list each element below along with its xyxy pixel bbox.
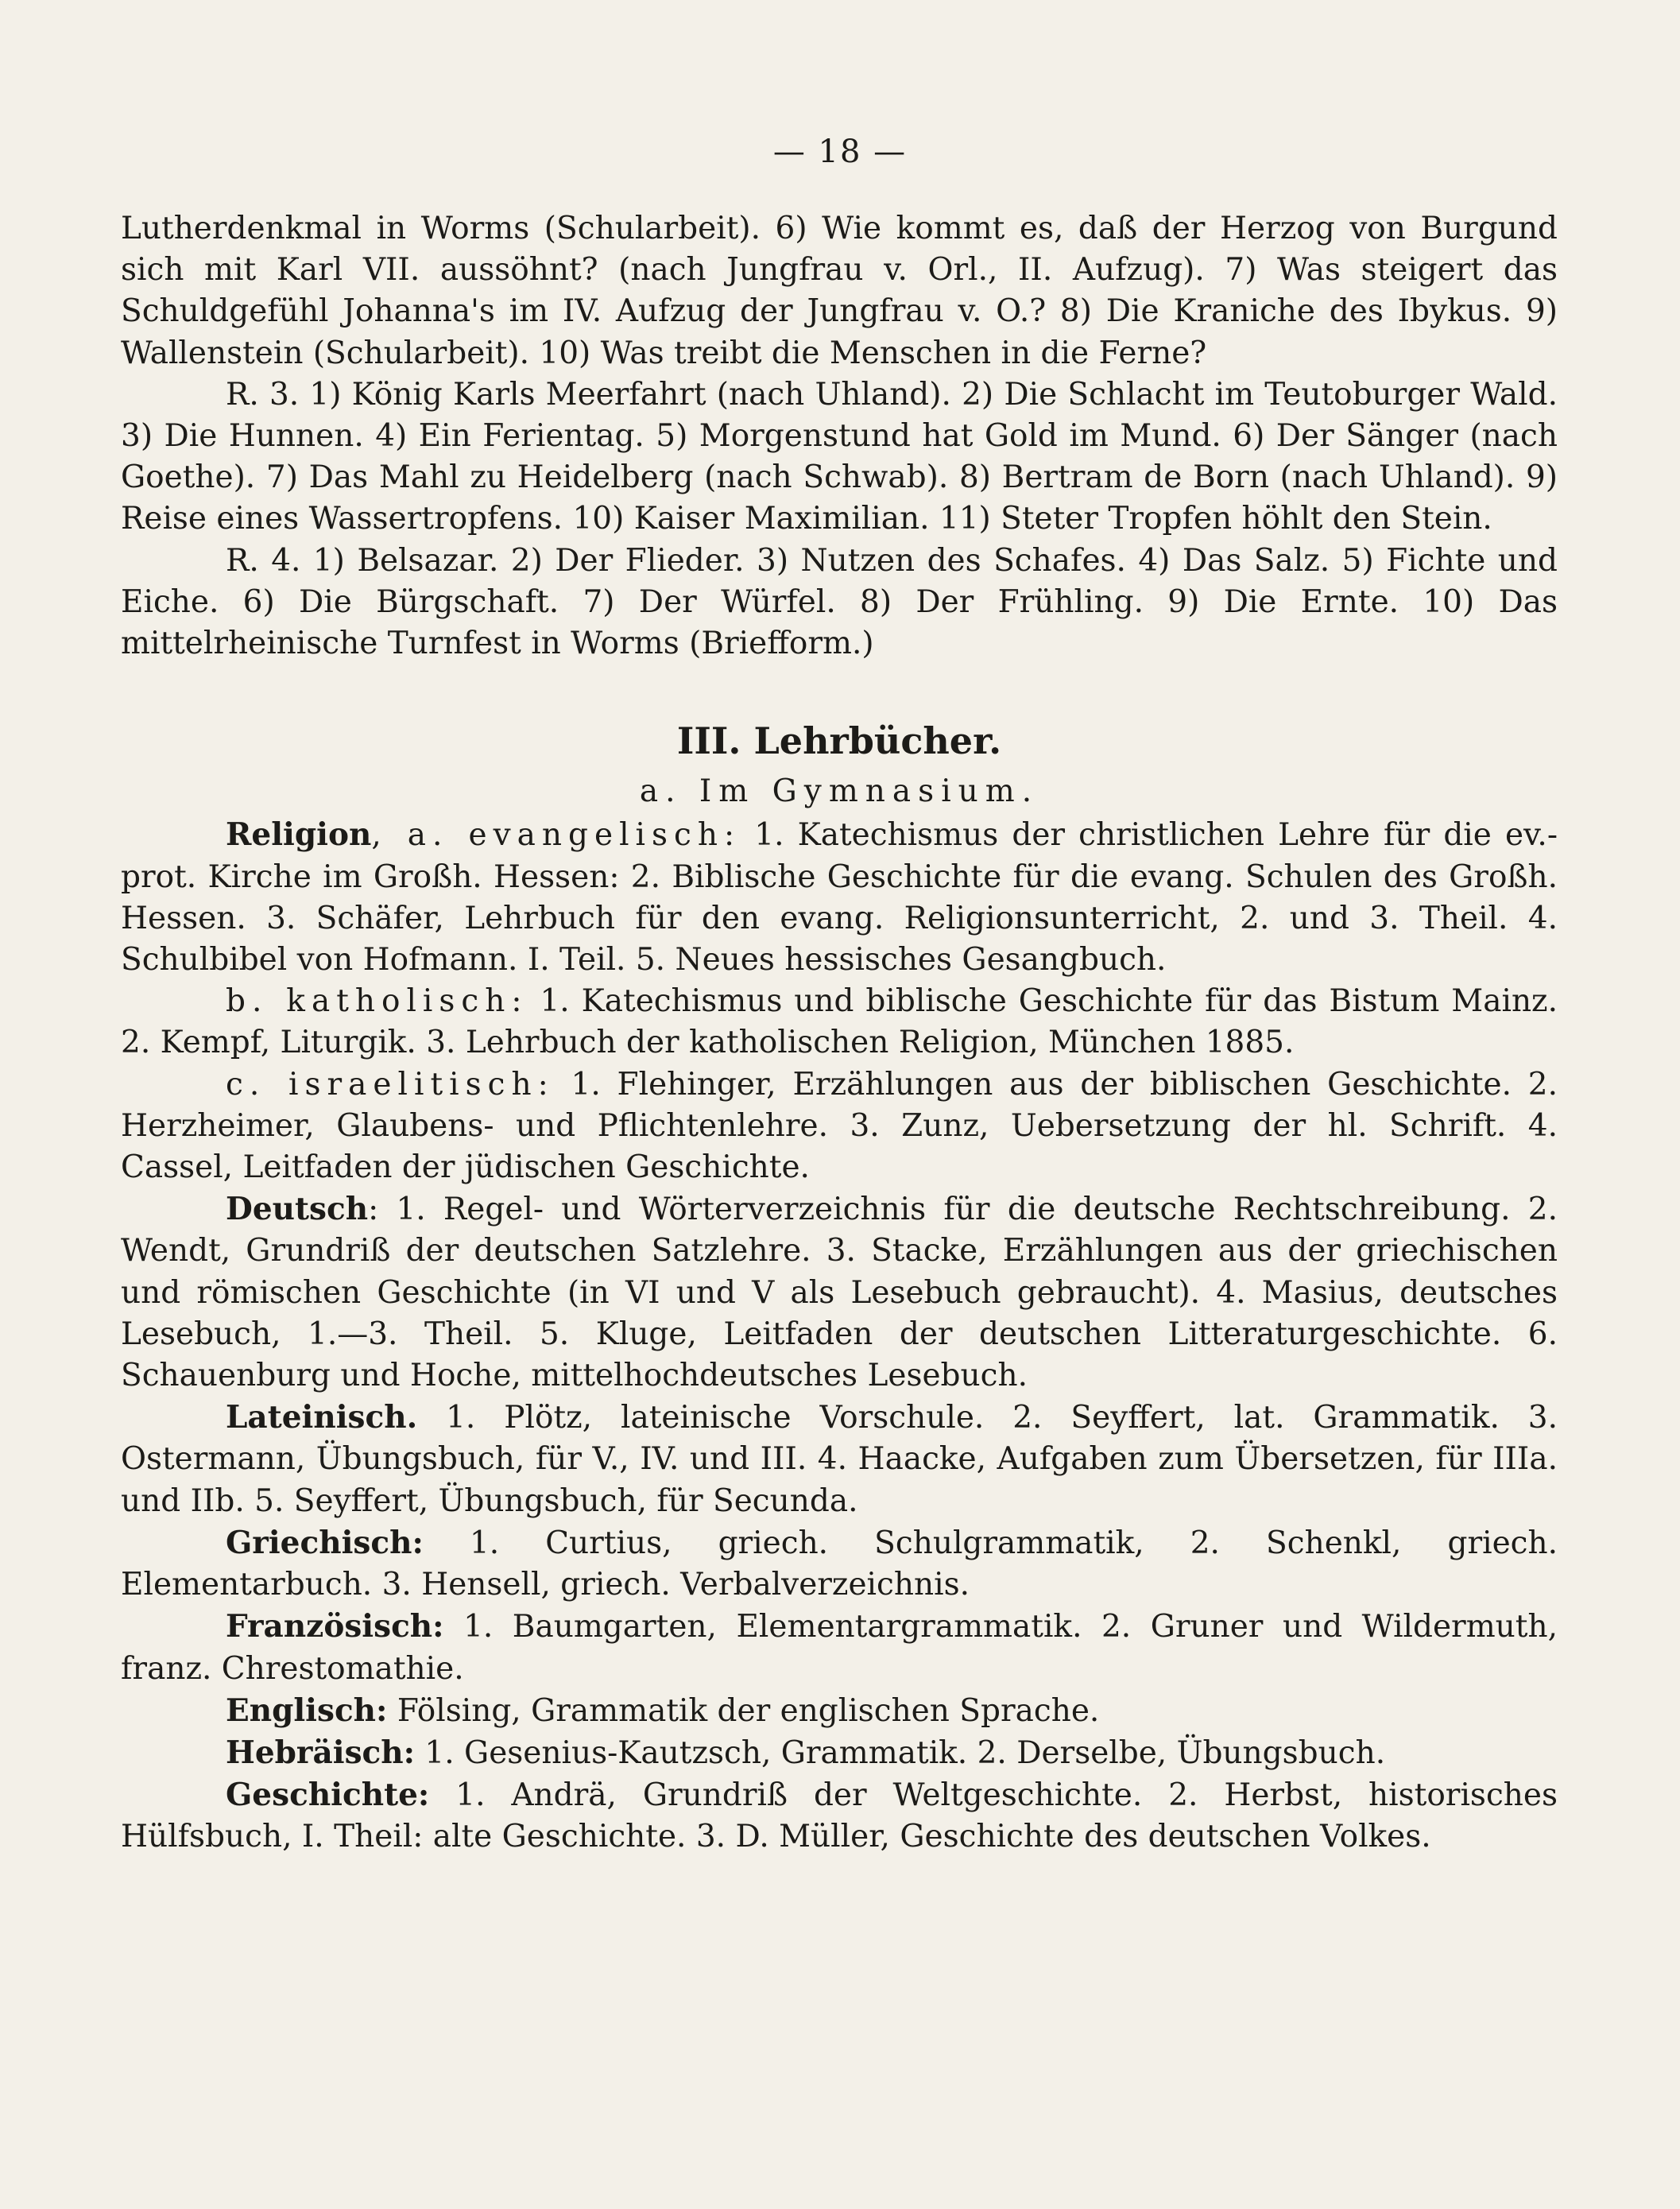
entry-text-katholisch: 1. Katechismus und biblische Geschichte für das Bistum Mainz. 2. Kempf, Liturgik. 3. Lehrbuch der katholischen Religion, München 1885. <box>121 983 1558 1061</box>
entry-geschichte <box>121 1774 1558 1858</box>
entry-deutsch <box>121 1188 1558 1397</box>
subject-label-englisch: Englisch: <box>226 1692 388 1729</box>
entry-text-israelitisch: 1. Flehinger, Erzählungen aus der biblischen Geschichte. 2. Herzheimer, Glaubens- und Pflichtenlehre. 3. Zunz, Uebersetzung der hl. Schrift. 4. Cassel, Leitfaden der jüdischen Geschichte. <box>121 1066 1558 1186</box>
denomination-label-katholisch: b. katholisch: <box>226 983 528 1020</box>
page-body <box>121 208 1558 1858</box>
entry-text-englisch: Fölsing, Grammatik der englischen Sprache. <box>387 1692 1100 1729</box>
entry-englisch <box>121 1690 1558 1732</box>
entry-text-griechisch: 1. Curtius, griech. Schulgrammatik, 2. Schenkl, griech. Elementarbuch. 3. Hensell, griech. Verbalverzeichnis. <box>121 1525 1558 1603</box>
subject-label-franzoesisch: Französisch: <box>226 1608 444 1645</box>
denomination-label-israelitisch: c. israelitisch: <box>226 1066 555 1103</box>
entry-griechisch <box>121 1522 1558 1606</box>
entry-text-evangelisch: 1. Katechismus der christlichen Lehre für die ev.-prot. Kirche im Großh. Hessen: 2. Biblische Geschichte für die evang. Schulen des Großh. Hessen. 3. Schäfer, Lehrbuch für den evang. Religionsunterricht, 2. und 3. Theil. 4. Schulbibel von Hofmann. I. Teil. 5. Neues hessisches Gesangbuch. <box>121 817 1558 979</box>
entry-religion-katholisch <box>121 981 1558 1064</box>
denomination-label-evangelisch: , a. evangelisch: <box>371 817 741 854</box>
entry-hebraeisch <box>121 1732 1558 1774</box>
page-number: — 18 — <box>772 134 908 170</box>
entry-franzoesisch <box>121 1606 1558 1689</box>
entry-text-hebraeisch: 1. Gesenius-Kautzsch, Grammatik. 2. Derselbe, Übungsbuch. <box>415 1734 1386 1771</box>
paragraph-r2-continuation: Lutherdenkmal in Worms (Schularbeit). 6) Wie kommt es, daß der Herzog von Burgund sich mit Karl VII. aussöhnt? (nach Jungfrau v. Orl., II. Aufzug). 7) Was steigert das Schuldgefühl Johanna's im IV. Aufzug der Jungfrau v. O.? 8) Die Kraniche des Ibykus. 9) Wallenstein (Schularbeit). 10) Was treibt die Menschen in die Ferne? <box>121 211 1558 371</box>
entry-religion-israelitisch <box>121 1064 1558 1189</box>
entry-text-franzoesisch: 1. Baumgarten, Elementargrammatik. 2. Gruner und Wildermuth, franz. Chrestomathie. <box>121 1609 1558 1687</box>
subject-label-lateinisch: Lateinisch. <box>226 1399 418 1436</box>
subject-label-deutsch: Deutsch <box>226 1191 369 1228</box>
subject-label-religion: Religion <box>226 816 372 854</box>
entry-lateinisch <box>121 1397 1558 1522</box>
entry-text-deutsch: : 1. Regel- und Wörterverzeichnis für die deutsche Rechtschreibung. 2. Wendt, Grundriß der deutschen Satzlehre. 3. Stacke, Erzählungen aus der griechischen und römischen Geschichte (in VI und V als Lesebuch gebraucht). 4. Masius, deutsches Lesebuch, 1.—3. Theil. 5. Kluge, Leitfaden der deutschen Litteraturgeschichte. 6. Schauenburg und Hoche, mittelhochdeutsches Lesebuch. <box>121 1192 1558 1394</box>
paragraph-r4-topics: R. 4. 1) Belsazar. 2) Der Flieder. 3) Nutzen des Schafes. 4) Das Salz. 5) Fichte und Eiche. 6) Die Bürgschaft. 7) Der Würfel. 8) Der Frühling. 9) Die Ernte. 10) Das mittelrheinische Turnfest in Worms (Briefform.) <box>121 542 1558 662</box>
entry-text-lateinisch: 1. Plötz, lateinische Vorschule. 2. Seyffert, lat. Grammatik. 3. Ostermann, Übungsbuch, für V., IV. und III. 4. Haacke, Aufgaben zum Übersetzen, für IIIa. und IIb. 5. Seyffert, Übungsbuch, für Secunda. <box>121 1400 1558 1519</box>
paragraph-r3-topics: R. 3. 1) König Karls Meerfahrt (nach Uhland). 2) Die Schlacht im Teutoburger Wald. 3) Die Hunnen. 4) Ein Ferientag. 5) Morgenstund hat Gold im Mund. 6) Der Sänger (nach Goethe). 7) Das Mahl zu Heidelberg (nach Schwab). 8) Bertram de Born (nach Uhland). 9) Reise eines Wassertropfens. 10) Kaiser Maximilian. 11) Steter Tropfen höhlt den Stein. <box>121 376 1558 537</box>
section-subheading: a. Im Gymnasium. <box>639 773 1039 810</box>
subject-label-geschichte: Geschichte: <box>226 1777 430 1814</box>
subject-label-hebraeisch: Hebräisch: <box>226 1734 416 1771</box>
subject-label-griechisch: Griechisch: <box>226 1524 424 1561</box>
entry-religion-evangelisch <box>121 814 1558 981</box>
entry-text-geschichte: 1. Andrä, Grundriß der Weltgeschichte. 2. Herbst, historisches Hülfsbuch, I. Theil: alte Geschichte. 3. D. Müller, Geschichte des deutschen Volkes. <box>121 1777 1558 1855</box>
section-heading: III. Lehrbücher. <box>676 719 1002 763</box>
